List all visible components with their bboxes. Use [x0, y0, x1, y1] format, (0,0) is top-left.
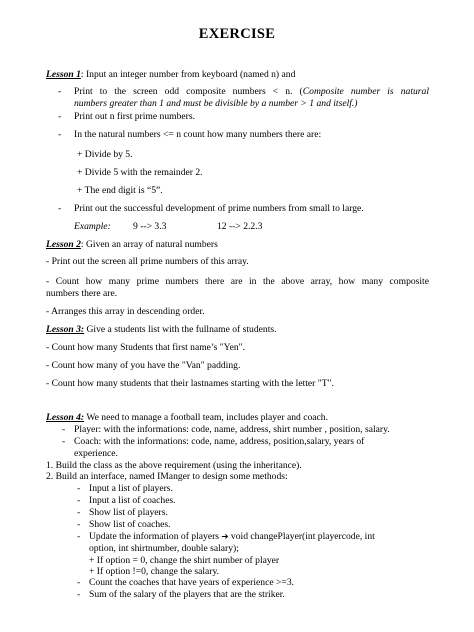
lesson3-intro: Give a students list with the fullname of students.: [84, 324, 277, 335]
lesson2-label: Lesson 2: [46, 239, 81, 250]
lesson1-intro: : Input an integer number from keyboard (named n) and: [80, 69, 296, 80]
method-5-option-other: + If option !=0, change the salary.: [89, 566, 220, 577]
lesson1-item1-text: Print to the screen odd composite numbers < n. (: [74, 86, 303, 97]
lesson4-heading: [46, 412, 328, 424]
example-label: Example:: [74, 221, 111, 232]
method-7: Sum of the salary of the players that are the striker.: [89, 589, 285, 600]
lesson1-sub3: + The end digit is “5”.: [77, 185, 163, 196]
lesson4-step2: 2. Build an interface, named IManger to design some methods:: [46, 471, 288, 482]
lesson2-item1: - Print out the screen all prime numbers of this array.: [46, 256, 249, 267]
lesson1-item2: Print out n first prime numbers.: [74, 111, 195, 122]
lesson1-heading: [46, 69, 295, 81]
bullet-dash: -: [58, 86, 62, 97]
method-5-signature: void changePlayer(int playercode, int: [228, 531, 375, 542]
lesson3-item3: - Count how many students that their lastnames starting with the letter "T".: [46, 378, 334, 389]
method-2: Input a list of coaches.: [89, 495, 176, 506]
lesson1-sub2: + Divide 5 with the remainder 2.: [77, 167, 203, 178]
lesson1-item3: In the natural numbers <= n count how many numbers there are:: [74, 129, 322, 140]
bullet-dash: -: [58, 203, 62, 214]
page-title: EXERCISE: [198, 26, 276, 42]
bullet-dash: -: [77, 589, 81, 600]
lesson2-heading: [46, 239, 218, 251]
bullet-dash: -: [58, 129, 62, 140]
method-3: Show list of players.: [89, 507, 168, 518]
lesson2-intro: : Given an array of natural numbers: [80, 239, 218, 250]
method-4: Show list of coaches.: [89, 519, 171, 530]
lesson2-item3: - Arranges this array in descending order.: [46, 306, 205, 317]
example-1: 9 --> 3.3: [133, 221, 167, 232]
bullet-dash: -: [62, 436, 66, 447]
lesson4-coach: Coach: with the informations: code, name, address, position,salary, years of: [74, 436, 365, 447]
lesson4-coach-cont: experience.: [74, 448, 118, 459]
bullet-dash: -: [62, 424, 66, 435]
method-5-option0: + If option = 0, change the shirt number of player: [89, 555, 280, 566]
bullet-dash: -: [77, 483, 81, 494]
lesson3-label: Lesson 3:: [46, 324, 85, 335]
lesson1-item4: Print out the successful development of prime numbers from small to large.: [74, 203, 364, 214]
method-6: Count the coaches that have years of experience >=3.: [89, 577, 295, 588]
lesson4-intro: We need to manage a football team, includes player and coach.: [84, 412, 328, 423]
bullet-dash: -: [77, 519, 81, 530]
right-arrow-icon: ➔: [221, 532, 229, 542]
method-1: Input a list of players.: [89, 483, 173, 494]
lesson1-item1-definition: Composite number is natural: [302, 86, 429, 97]
lesson3-item1: - Count how many Students that first name’s "Yen".: [46, 342, 245, 353]
lesson3-heading: [46, 324, 277, 336]
method-5: [89, 531, 375, 543]
lesson2-item2-cont: numbers there are.: [46, 288, 118, 299]
example-2: 12 --> 2.2.3: [217, 221, 263, 232]
bullet-dash: -: [77, 495, 81, 506]
lesson3-item2: - Count how many of you have the "Van" padding.: [46, 360, 241, 371]
lesson4-player: Player: with the informations: code, name, address, shirt number , position, salary.: [74, 424, 390, 435]
method-5-cont: option, int shirtnumber, double salary);: [89, 543, 239, 554]
lesson1-sub1: + Divide by 5.: [77, 149, 133, 160]
lesson1-label: Lesson 1: [46, 69, 81, 80]
lesson1-item1-definition-cont: numbers greater than 1 and must be divisible by a number > 1 and itself.): [74, 98, 358, 109]
lesson4-step1: 1. Build the class as the above requirement (using the inheritance).: [46, 460, 302, 471]
lesson4-label: Lesson 4:: [46, 412, 85, 423]
lesson2-item2: - Count how many prime numbers there are in the above array, how many composite: [46, 276, 429, 287]
bullet-dash: -: [77, 531, 81, 542]
lesson1-item1: [74, 86, 429, 98]
bullet-dash: -: [77, 507, 81, 518]
method-5-text: Update the information of players: [89, 531, 222, 542]
bullet-dash: -: [77, 577, 81, 588]
bullet-dash: -: [58, 111, 62, 122]
